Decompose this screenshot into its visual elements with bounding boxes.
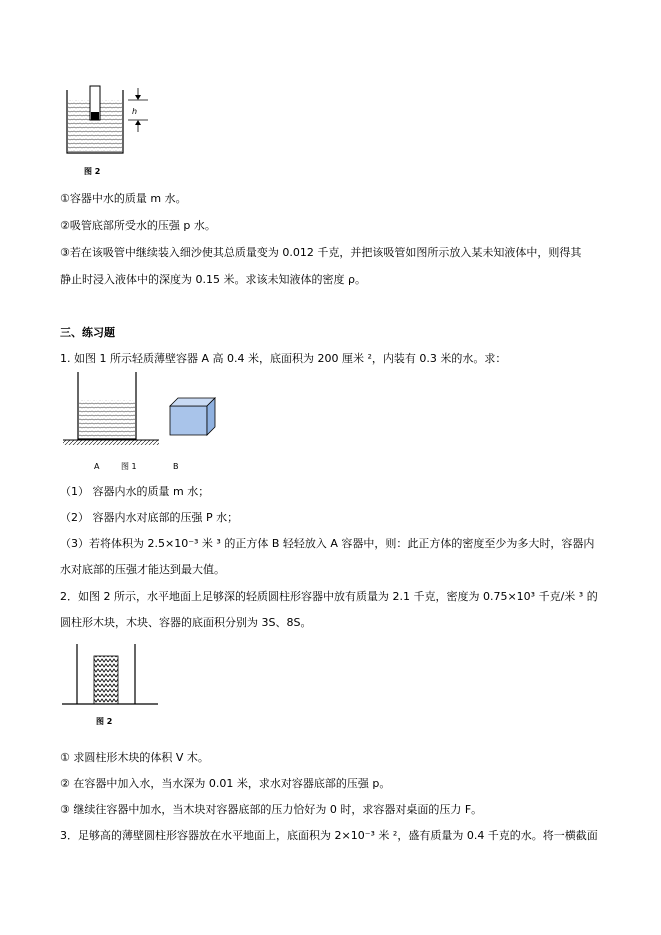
question-line: ③若在该吸管中继续装入细沙使其总质量变为 0.012 千克，并把该吸管如图所示放入某未知液体中，则得其 <box>60 246 582 259</box>
problem-2-stem-cont: 圆柱形木块，木块、容器的底面积分别为 3S、8S。 <box>60 616 312 629</box>
figure-2-caption: 图 2 <box>96 717 113 726</box>
straw-in-beaker-figure <box>60 82 160 162</box>
figure-caption-top: 图 2 <box>84 167 101 176</box>
question-line: 静止时浸入液体中的深度为 0.15 米。求该未知液体的密度 ρ。 <box>60 273 366 286</box>
wood-block-container-figure <box>60 638 170 710</box>
question-line: ②吸管底部所受水的压强 p 水。 <box>60 219 216 232</box>
problem-3-stem: 3．足够高的薄壁圆柱形容器放在水平地面上，底面积为 2×10⁻³ 米 ²，盛有质量为 0.4 千克的水。将一横截面 <box>60 829 598 842</box>
problem-2-sub-2: ② 在容器中加入水，当水深为 0.01 米，求水对容器底部的压强 p。 <box>60 777 391 790</box>
container-a-label: A <box>94 462 100 471</box>
problem-1-stem: 1. 如图 1 所示轻质薄壁容器 A 高 0.4 米，底面积为 200 厘米 ²，内装有 0.3 米的水。求： <box>60 352 507 365</box>
problem-1-sub-3: （3）若将体积为 2.5×10⁻³ 米 ³ 的正方体 B 轻轻放入 A 容器中，则：此正方体的密度至少为多大时，容器内 <box>60 537 595 550</box>
problem-2-sub-1: ① 求圆柱形木块的体积 V 木。 <box>60 751 209 764</box>
problem-2-sub-3: ③ 继续往容器中加水，当木块对容器底部的压力恰好为 0 时，求容器对桌面的压力 F。 <box>60 803 483 816</box>
figure-1-caption: 图 1 <box>121 462 137 471</box>
problem-2-stem: 2．如图 2 所示，水平地面上足够深的轻质圆柱形容器中放有质量为 2.1 千克，密度为 0.75×10³ 千克/米 ³ 的 <box>60 590 598 603</box>
problem-1-sub-1: （1） 容器内水的质量 m 水； <box>60 485 210 498</box>
problem-1-sub-2: （2） 容器内水对底部的压强 P 水； <box>60 511 239 524</box>
h-label: h <box>132 107 138 116</box>
cube-b-label: B <box>173 462 179 471</box>
container-and-cube-figure <box>60 370 220 450</box>
question-line: ①容器中水的质量 m 水。 <box>60 192 187 205</box>
section-heading: 三、练习题 <box>60 326 115 339</box>
problem-1-sub-3-cont: 水对底部的压强才能达到最大值。 <box>60 563 225 576</box>
